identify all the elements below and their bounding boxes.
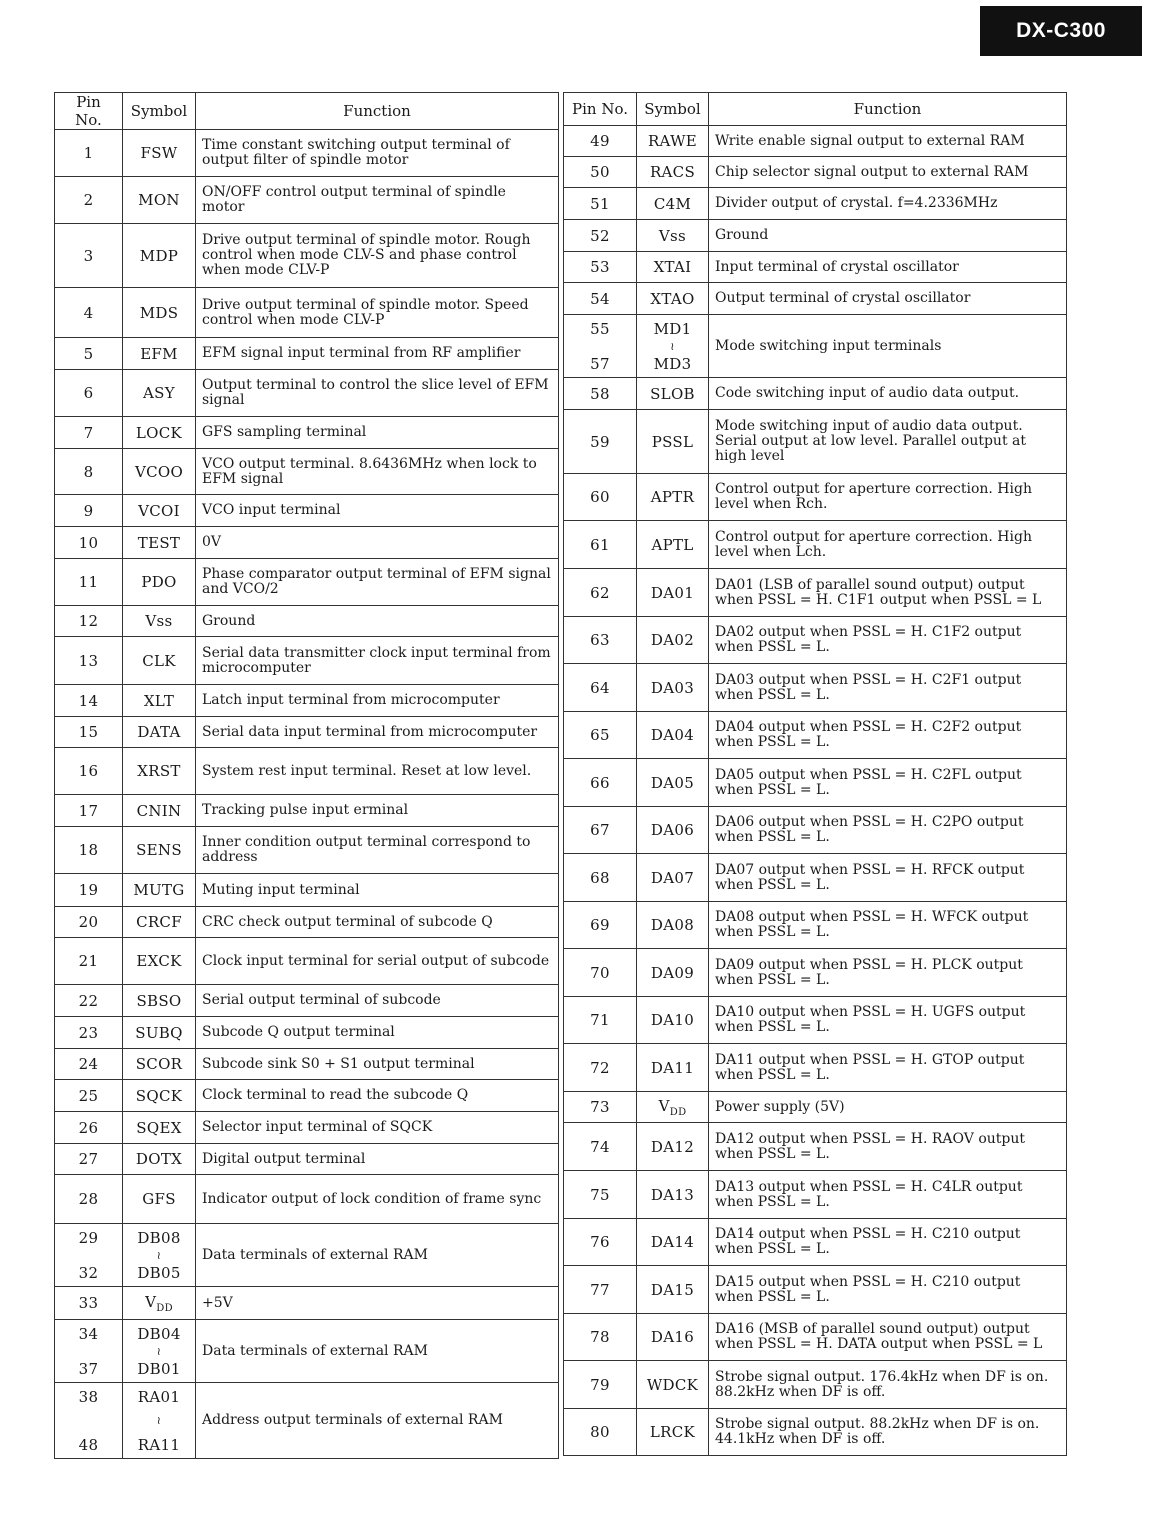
symbol-cell — [123, 1224, 196, 1287]
pin-number-cell — [55, 1320, 123, 1383]
pin-number-cell: 58 — [564, 378, 637, 410]
symbol-cell: DA06 — [637, 807, 709, 854]
pin-number-cell: 63 — [564, 617, 637, 664]
symbol-cell: DA01 — [637, 569, 709, 617]
function-cell: Muting input terminal — [196, 874, 559, 907]
function-cell: Write enable signal output to external RAM — [709, 126, 1067, 157]
pin-number-cell: 4 — [55, 288, 123, 338]
pin-number-cell: 73 — [564, 1092, 637, 1123]
symbol-range-start: DB08 — [137, 1228, 181, 1247]
function-cell: Strobe signal output. 176.4kHz when DF is on. 88.2kHz when DF is off. — [709, 1361, 1067, 1409]
pin-number-cell: 49 — [564, 126, 637, 157]
pin-number-cell: 50 — [564, 157, 637, 188]
pin-range-start: 29 — [78, 1228, 99, 1247]
symbol-cell: APTL — [637, 521, 709, 569]
table-header-row — [564, 93, 1067, 126]
pin-number-cell: 21 — [55, 938, 123, 985]
pin-number-cell: 5 — [55, 338, 123, 370]
function-cell: Inner condition output terminal correspond to address — [196, 827, 559, 874]
symbol-cell — [123, 1383, 196, 1459]
symbol-cell: SLOB — [637, 378, 709, 410]
symbol-range-end: MD3 — [653, 354, 692, 373]
table-row — [564, 1409, 1067, 1456]
function-cell: Strobe signal output. 88.2kHz when DF is on. 44.1kHz when DF is off. — [709, 1409, 1067, 1456]
function-cell: Digital output terminal — [196, 1144, 559, 1175]
pin-number-cell: 66 — [564, 759, 637, 807]
pin-number-cell: 62 — [564, 569, 637, 617]
table-row — [55, 874, 559, 907]
pin-number-cell — [55, 1224, 123, 1287]
symbol-cell: MON — [123, 177, 196, 224]
function-cell: 0V — [196, 527, 559, 559]
pin-number-cell: 25 — [55, 1080, 123, 1112]
function-cell: DA14 output when PSSL = H. C210 output when PSSL = L. — [709, 1219, 1067, 1266]
pin-number-cell: 33 — [55, 1287, 123, 1320]
symbol-cell: DA14 — [637, 1219, 709, 1266]
table-row — [55, 907, 559, 938]
function-cell: Mode switching input of audio data output. Serial output at low level. Parallel output at high level — [709, 410, 1067, 474]
pin-number-cell: 27 — [55, 1144, 123, 1175]
table-row — [55, 795, 559, 827]
table-row — [55, 1080, 559, 1112]
symbol-cell — [123, 1320, 196, 1383]
pin-range-start: 34 — [78, 1324, 99, 1343]
symbol-range — [643, 320, 702, 373]
table-row — [564, 1044, 1067, 1092]
table-header-row — [55, 93, 559, 130]
function-cell: GFS sampling terminal — [196, 417, 559, 449]
table-row — [55, 748, 559, 795]
pin-range-end: 37 — [78, 1359, 99, 1378]
function-cell: Chip selector signal output to external RAM — [709, 157, 1067, 188]
symbol-range-end: DB01 — [137, 1359, 181, 1378]
symbol-cell: DA12 — [637, 1123, 709, 1171]
table-row — [55, 1320, 559, 1383]
table-row — [564, 1171, 1067, 1219]
symbol-range-end: DB05 — [137, 1263, 181, 1282]
table-row — [564, 759, 1067, 807]
pin-number-cell: 77 — [564, 1266, 637, 1314]
table-row — [55, 177, 559, 224]
symbol-cell: APTR — [637, 474, 709, 521]
function-cell: DA13 output when PSSL = H. C4LR output when PSSL = L. — [709, 1171, 1067, 1219]
function-cell: Clock input terminal for serial output of subcode — [196, 938, 559, 985]
pin-range — [61, 1325, 116, 1378]
symbol-cell: CRCF — [123, 907, 196, 938]
pin-number-cell: 22 — [55, 985, 123, 1017]
function-cell: VCO input terminal — [196, 495, 559, 527]
symbol-cell: CNIN — [123, 795, 196, 827]
function-cell: Subcode Q output terminal — [196, 1017, 559, 1049]
table-row — [55, 606, 559, 637]
table-row — [55, 527, 559, 559]
symbol-subscript: DD — [669, 1106, 687, 1118]
symbol-cell: PDO — [123, 559, 196, 606]
table-row — [564, 252, 1067, 283]
function-cell: Output terminal to control the slice level of EFM signal — [196, 370, 559, 417]
function-cell: DA09 output when PSSL = H. PLCK output when PSSL = L. — [709, 949, 1067, 997]
pin-number-cell — [564, 315, 637, 378]
pin-range-start: 38 — [78, 1387, 99, 1406]
pin-number-cell: 8 — [55, 449, 123, 495]
pin-number-cell: 74 — [564, 1123, 637, 1171]
function-cell: Drive output terminal of spindle motor. Rough control when mode CLV-S and phase control when mode CLV-P — [196, 224, 559, 288]
symbol-cell: Vss — [637, 220, 709, 252]
table-row — [564, 378, 1067, 410]
symbol-cell: DA07 — [637, 854, 709, 902]
function-cell: Divider output of crystal. f=4.2336MHz — [709, 188, 1067, 220]
function-cell: +5V — [196, 1287, 559, 1320]
symbol-cell: DA05 — [637, 759, 709, 807]
pin-number-cell: 12 — [55, 606, 123, 637]
pin-number-cell: 61 — [564, 521, 637, 569]
symbol-cell: MDP — [123, 224, 196, 288]
table-row — [55, 130, 559, 177]
function-cell: Control output for aperture correction. High level when Lch. — [709, 521, 1067, 569]
range-tilde: ≀ — [670, 339, 675, 353]
function-cell: VCO output terminal. 8.6436MHz when lock to EFM signal — [196, 449, 559, 495]
function-cell: Data terminals of external RAM — [196, 1224, 559, 1287]
table-row — [564, 902, 1067, 949]
pin-number-cell: 13 — [55, 637, 123, 685]
symbol-cell: LOCK — [123, 417, 196, 449]
pin-range-end: 48 — [78, 1435, 99, 1454]
symbol-main: V — [145, 1292, 157, 1311]
table-row — [564, 569, 1067, 617]
pin-number-cell: 60 — [564, 474, 637, 521]
pin-number-cell: 20 — [55, 907, 123, 938]
function-cell: Phase comparator output terminal of EFM signal and VCO/2 — [196, 559, 559, 606]
symbol-cell: RAWE — [637, 126, 709, 157]
symbol-range-end: RA11 — [137, 1435, 181, 1454]
table-row — [55, 338, 559, 370]
pin-table-right — [563, 92, 1067, 1456]
function-cell: Indicator output of lock condition of frame sync — [196, 1175, 559, 1224]
table-row — [55, 224, 559, 288]
table-row — [55, 685, 559, 717]
symbol-cell: SBSO — [123, 985, 196, 1017]
symbol-range-start: MD1 — [653, 319, 692, 338]
function-cell: Ground — [709, 220, 1067, 252]
table-row — [55, 1175, 559, 1224]
col-header-function: Function — [196, 93, 559, 130]
pin-number-cell: 18 — [55, 827, 123, 874]
symbol-cell: XTAI — [637, 252, 709, 283]
table-row — [55, 1017, 559, 1049]
symbol-cell: C4M — [637, 188, 709, 220]
table-row — [564, 1123, 1067, 1171]
function-cell: DA04 output when PSSL = H. C2F2 output when PSSL = L. — [709, 712, 1067, 759]
table-row — [55, 637, 559, 685]
table-row — [564, 1092, 1067, 1123]
pin-number-cell: 54 — [564, 283, 637, 315]
table-row — [564, 126, 1067, 157]
symbol-cell: WDCK — [637, 1361, 709, 1409]
pin-number-cell: 26 — [55, 1112, 123, 1144]
symbol-cell: DOTX — [123, 1144, 196, 1175]
table-row — [55, 1144, 559, 1175]
pin-number-cell: 69 — [564, 902, 637, 949]
symbol-cell: XTAO — [637, 283, 709, 315]
symbol-subscript: DD — [156, 1302, 173, 1314]
pin-number-cell: 67 — [564, 807, 637, 854]
pin-number-cell: 24 — [55, 1049, 123, 1080]
pin-number-cell: 10 — [55, 527, 123, 559]
pin-number-cell: 15 — [55, 717, 123, 748]
pin-number-cell: 3 — [55, 224, 123, 288]
table-row — [55, 1049, 559, 1080]
symbol-cell: DA15 — [637, 1266, 709, 1314]
pin-number-cell: 17 — [55, 795, 123, 827]
symbol-cell — [637, 1092, 709, 1123]
symbol-cell: SENS — [123, 827, 196, 874]
symbol-cell: DA04 — [637, 712, 709, 759]
pin-range-start: 55 — [590, 319, 610, 338]
function-cell: Ground — [196, 606, 559, 637]
table-row — [55, 288, 559, 338]
symbol-cell: TEST — [123, 527, 196, 559]
function-cell: DA05 output when PSSL = H. C2FL output when PSSL = L. — [709, 759, 1067, 807]
symbol-cell: GFS — [123, 1175, 196, 1224]
table-row — [55, 1224, 559, 1287]
symbol-cell: SUBQ — [123, 1017, 196, 1049]
function-cell: Clock terminal to read the subcode Q — [196, 1080, 559, 1112]
symbol-range-start: RA01 — [137, 1387, 181, 1406]
table-row — [564, 807, 1067, 854]
table-row — [564, 283, 1067, 315]
range-tilde: ≀ — [156, 1344, 162, 1358]
col-header-pin: Pin No. — [564, 93, 637, 126]
pin-number-cell: 80 — [564, 1409, 637, 1456]
symbol-cell: DA02 — [637, 617, 709, 664]
pin-number-cell: 71 — [564, 997, 637, 1044]
function-cell: CRC check output terminal of subcode Q — [196, 907, 559, 938]
symbol-cell: XRST — [123, 748, 196, 795]
table-row — [564, 997, 1067, 1044]
table-row — [55, 370, 559, 417]
range-tilde: ≀ — [156, 1414, 162, 1427]
symbol-cell: ASY — [123, 370, 196, 417]
pin-number-cell: 70 — [564, 949, 637, 997]
pin-range — [61, 1388, 116, 1454]
function-cell: Tracking pulse input erminal — [196, 795, 559, 827]
symbol-cell: MDS — [123, 288, 196, 338]
function-cell: DA10 output when PSSL = H. UGFS output when PSSL = L. — [709, 997, 1067, 1044]
table-row — [564, 712, 1067, 759]
function-cell: DA03 output when PSSL = H. C2F1 output when PSSL = L. — [709, 664, 1067, 712]
pin-number-cell: 7 — [55, 417, 123, 449]
table-row — [564, 521, 1067, 569]
pin-number-cell: 14 — [55, 685, 123, 717]
pin-range — [570, 320, 630, 373]
pin-number-cell: 28 — [55, 1175, 123, 1224]
table-row — [564, 1219, 1067, 1266]
pin-number-cell: 23 — [55, 1017, 123, 1049]
function-cell: Latch input terminal from microcomputer — [196, 685, 559, 717]
function-cell: Input terminal of crystal oscillator — [709, 252, 1067, 283]
function-cell: Time constant switching output terminal of output filter of spindle motor — [196, 130, 559, 177]
pin-number-cell: 75 — [564, 1171, 637, 1219]
pin-number-cell: 19 — [55, 874, 123, 907]
symbol-cell: DATA — [123, 717, 196, 748]
function-cell: DA01 (LSB of parallel sound output) output when PSSL = H. C1F1 output when PSSL = L — [709, 569, 1067, 617]
symbol-cell: CLK — [123, 637, 196, 685]
table-row — [564, 410, 1067, 474]
symbol-range — [129, 1229, 189, 1282]
table-row — [564, 617, 1067, 664]
pin-range-end: 32 — [78, 1263, 99, 1282]
symbol-cell: FSW — [123, 130, 196, 177]
symbol-cell: SCOR — [123, 1049, 196, 1080]
function-cell: Subcode sink S0 + S1 output terminal — [196, 1049, 559, 1080]
symbol-cell: DA16 — [637, 1314, 709, 1361]
function-cell: DA16 (MSB of parallel sound output) output when PSSL = H. DATA output when PSSL = L — [709, 1314, 1067, 1361]
symbol-cell: SQEX — [123, 1112, 196, 1144]
pin-table-left — [54, 92, 559, 1459]
col-header-symbol: Symbol — [123, 93, 196, 130]
function-cell: DA08 output when PSSL = H. WFCK output when PSSL = L. — [709, 902, 1067, 949]
symbol-cell: SQCK — [123, 1080, 196, 1112]
range-tilde: ≀ — [156, 1248, 162, 1262]
function-cell: Drive output terminal of spindle motor. Speed control when mode CLV-P — [196, 288, 559, 338]
table-row — [564, 854, 1067, 902]
symbol-cell: DA03 — [637, 664, 709, 712]
function-cell: Mode switching input terminals — [709, 315, 1067, 378]
table-row — [55, 417, 559, 449]
function-cell: DA15 output when PSSL = H. C210 output when PSSL = L. — [709, 1266, 1067, 1314]
pin-number-cell: 59 — [564, 410, 637, 474]
symbol-cell: VCOO — [123, 449, 196, 495]
table-row — [55, 985, 559, 1017]
model-badge: DX-C300 — [980, 6, 1142, 56]
symbol-cell: DA13 — [637, 1171, 709, 1219]
pin-number-cell: 2 — [55, 177, 123, 224]
pin-number-cell: 76 — [564, 1219, 637, 1266]
function-cell: Serial output terminal of subcode — [196, 985, 559, 1017]
pin-number-cell: 52 — [564, 220, 637, 252]
function-cell: Control output for aperture correction. High level when Rch. — [709, 474, 1067, 521]
table-row — [564, 188, 1067, 220]
table-row — [564, 949, 1067, 997]
function-cell: Address output terminals of external RAM — [196, 1383, 559, 1459]
symbol-cell: LRCK — [637, 1409, 709, 1456]
pin-number-cell: 65 — [564, 712, 637, 759]
symbol-main: V — [658, 1096, 670, 1115]
symbol-cell: DA08 — [637, 902, 709, 949]
symbol-cell: DA09 — [637, 949, 709, 997]
table-row — [55, 938, 559, 985]
pin-number-cell: 53 — [564, 252, 637, 283]
pin-number-cell: 78 — [564, 1314, 637, 1361]
symbol-cell: DA11 — [637, 1044, 709, 1092]
symbol-cell: DA10 — [637, 997, 709, 1044]
symbol-range — [129, 1325, 189, 1378]
function-cell: System rest input terminal. Reset at low level. — [196, 748, 559, 795]
symbol-cell: VCOI — [123, 495, 196, 527]
pin-number-cell: 1 — [55, 130, 123, 177]
table-row — [564, 220, 1067, 252]
pin-number-cell — [55, 1383, 123, 1459]
function-cell: DA02 output when PSSL = H. C1F2 output when PSSL = L. — [709, 617, 1067, 664]
function-cell: Power supply (5V) — [709, 1092, 1067, 1123]
table-row — [564, 664, 1067, 712]
table-row — [564, 1361, 1067, 1409]
pin-number-cell: 79 — [564, 1361, 637, 1409]
pin-number-cell: 68 — [564, 854, 637, 902]
pin-number-cell: 16 — [55, 748, 123, 795]
function-cell: DA12 output when PSSL = H. RAOV output when PSSL = L. — [709, 1123, 1067, 1171]
function-cell: Serial data transmitter clock input terminal from microcomputer — [196, 637, 559, 685]
function-cell: Output terminal of crystal oscillator — [709, 283, 1067, 315]
col-header-function: Function — [709, 93, 1067, 126]
function-cell: Serial data input terminal from microcomputer — [196, 717, 559, 748]
pin-number-cell: 72 — [564, 1044, 637, 1092]
function-cell: ON/OFF control output terminal of spindle motor — [196, 177, 559, 224]
function-cell: DA06 output when PSSL = H. C2PO output when PSSL = L. — [709, 807, 1067, 854]
function-cell: DA11 output when PSSL = H. GTOP output when PSSL = L. — [709, 1044, 1067, 1092]
symbol-range — [129, 1388, 189, 1454]
table-row — [55, 495, 559, 527]
function-cell: DA07 output when PSSL = H. RFCK output when PSSL = L. — [709, 854, 1067, 902]
table-row — [564, 474, 1067, 521]
table-row — [55, 717, 559, 748]
table-row — [55, 1383, 559, 1459]
table-row — [564, 1314, 1067, 1361]
table-row — [55, 1287, 559, 1320]
table-row — [564, 157, 1067, 188]
pin-number-cell: 51 — [564, 188, 637, 220]
table-row — [55, 559, 559, 606]
function-cell: Selector input terminal of SQCK — [196, 1112, 559, 1144]
symbol-cell: EXCK — [123, 938, 196, 985]
pin-range-end: 57 — [590, 354, 610, 373]
function-cell: Data terminals of external RAM — [196, 1320, 559, 1383]
pin-number-cell: 9 — [55, 495, 123, 527]
pin-number-cell: 11 — [55, 559, 123, 606]
symbol-cell — [637, 315, 709, 378]
pin-number-cell: 6 — [55, 370, 123, 417]
symbol-cell: RACS — [637, 157, 709, 188]
symbol-cell: XLT — [123, 685, 196, 717]
function-cell: EFM signal input terminal from RF amplifier — [196, 338, 559, 370]
table-row — [55, 449, 559, 495]
col-header-symbol: Symbol — [637, 93, 709, 126]
function-cell: Code switching input of audio data output. — [709, 378, 1067, 410]
table-row — [564, 315, 1067, 378]
table-row — [55, 827, 559, 874]
symbol-range-start: DB04 — [137, 1324, 181, 1343]
col-header-pin: Pin No. — [55, 93, 123, 130]
table-row — [55, 1112, 559, 1144]
symbol-cell — [123, 1287, 196, 1320]
symbol-cell: MUTG — [123, 874, 196, 907]
table-row — [564, 1266, 1067, 1314]
pin-number-cell: 64 — [564, 664, 637, 712]
pin-range — [61, 1229, 116, 1282]
symbol-cell: EFM — [123, 338, 196, 370]
symbol-cell: Vss — [123, 606, 196, 637]
symbol-cell: PSSL — [637, 410, 709, 474]
